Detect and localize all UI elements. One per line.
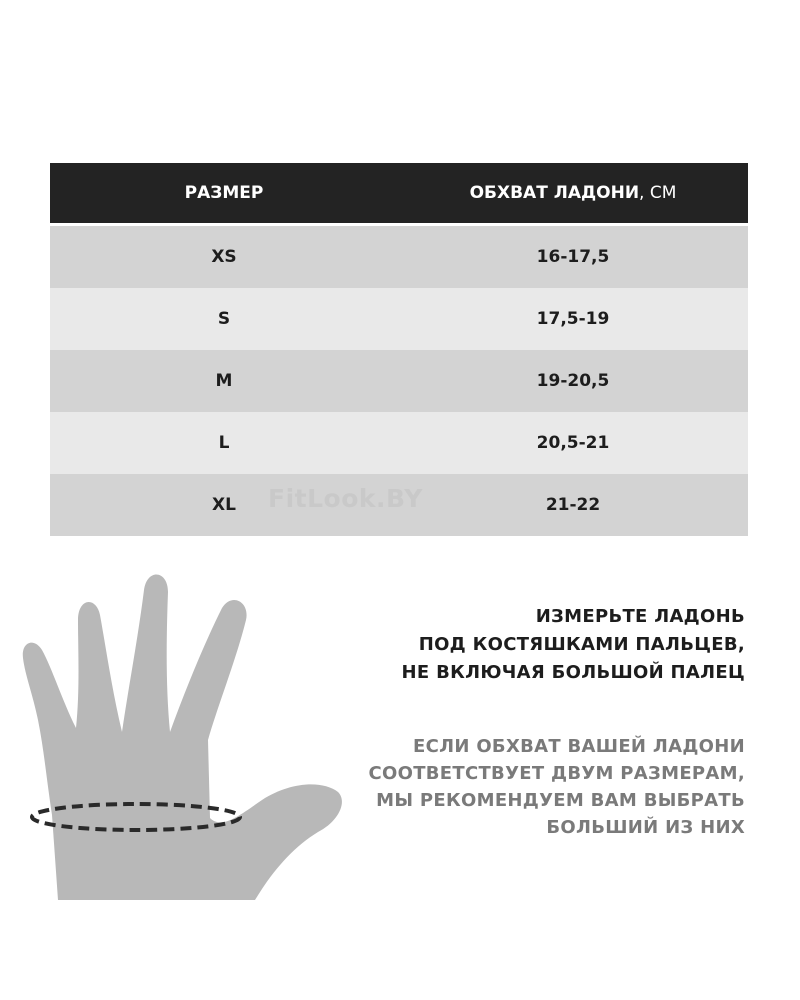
row-size: S bbox=[217, 309, 231, 329]
note-line: ЕСЛИ ОБХВАТ ВАШЕЙ ЛАДОНИ bbox=[413, 736, 745, 757]
row-girth: 19-20,5 bbox=[536, 371, 610, 391]
header-size: РАЗМЕР bbox=[184, 183, 264, 203]
row-girth: 20,5-21 bbox=[536, 433, 610, 453]
instruction-line: ИЗМЕРЬТЕ ЛАДОНЬ bbox=[535, 606, 745, 627]
row-size: M bbox=[215, 371, 233, 391]
row-size: XS bbox=[211, 247, 237, 267]
table-header bbox=[50, 163, 748, 226]
row-girth: 21-22 bbox=[545, 495, 601, 515]
table-row bbox=[50, 288, 748, 350]
recommendation-note bbox=[368, 733, 745, 841]
watermark: FitLook.BY bbox=[268, 484, 423, 513]
header-girth-label: ОБХВАТ ЛАДОНИ bbox=[469, 183, 640, 203]
measure-loop-icon bbox=[28, 800, 244, 836]
row-girth: 16-17,5 bbox=[536, 247, 610, 267]
note-line: СООТВЕТСТВУЕТ ДВУМ РАЗМЕРАМ, bbox=[368, 763, 745, 784]
hand-silhouette bbox=[23, 574, 342, 900]
note-line: МЫ РЕКОМЕНДУЕМ ВАМ ВЫБРАТЬ bbox=[376, 790, 745, 811]
instruction-text bbox=[402, 603, 745, 687]
row-size: L bbox=[218, 433, 230, 453]
table-row bbox=[50, 226, 748, 288]
row-size: XL bbox=[212, 495, 236, 515]
row-girth: 17,5-19 bbox=[536, 309, 610, 329]
note-line: БОЛЬШИЙ ИЗ НИХ bbox=[546, 817, 745, 838]
header-girth bbox=[398, 183, 748, 203]
header-girth-unit: , СМ bbox=[639, 183, 677, 203]
size-table bbox=[50, 163, 748, 536]
instruction-line: НЕ ВКЛЮЧАЯ БОЛЬШОЙ ПАЛЕЦ bbox=[401, 662, 745, 683]
instruction-line: ПОД КОСТЯШКАМИ ПАЛЬЦЕВ, bbox=[418, 634, 745, 655]
table-row bbox=[50, 412, 748, 474]
table-row bbox=[50, 350, 748, 412]
hand-illustration bbox=[0, 560, 360, 900]
